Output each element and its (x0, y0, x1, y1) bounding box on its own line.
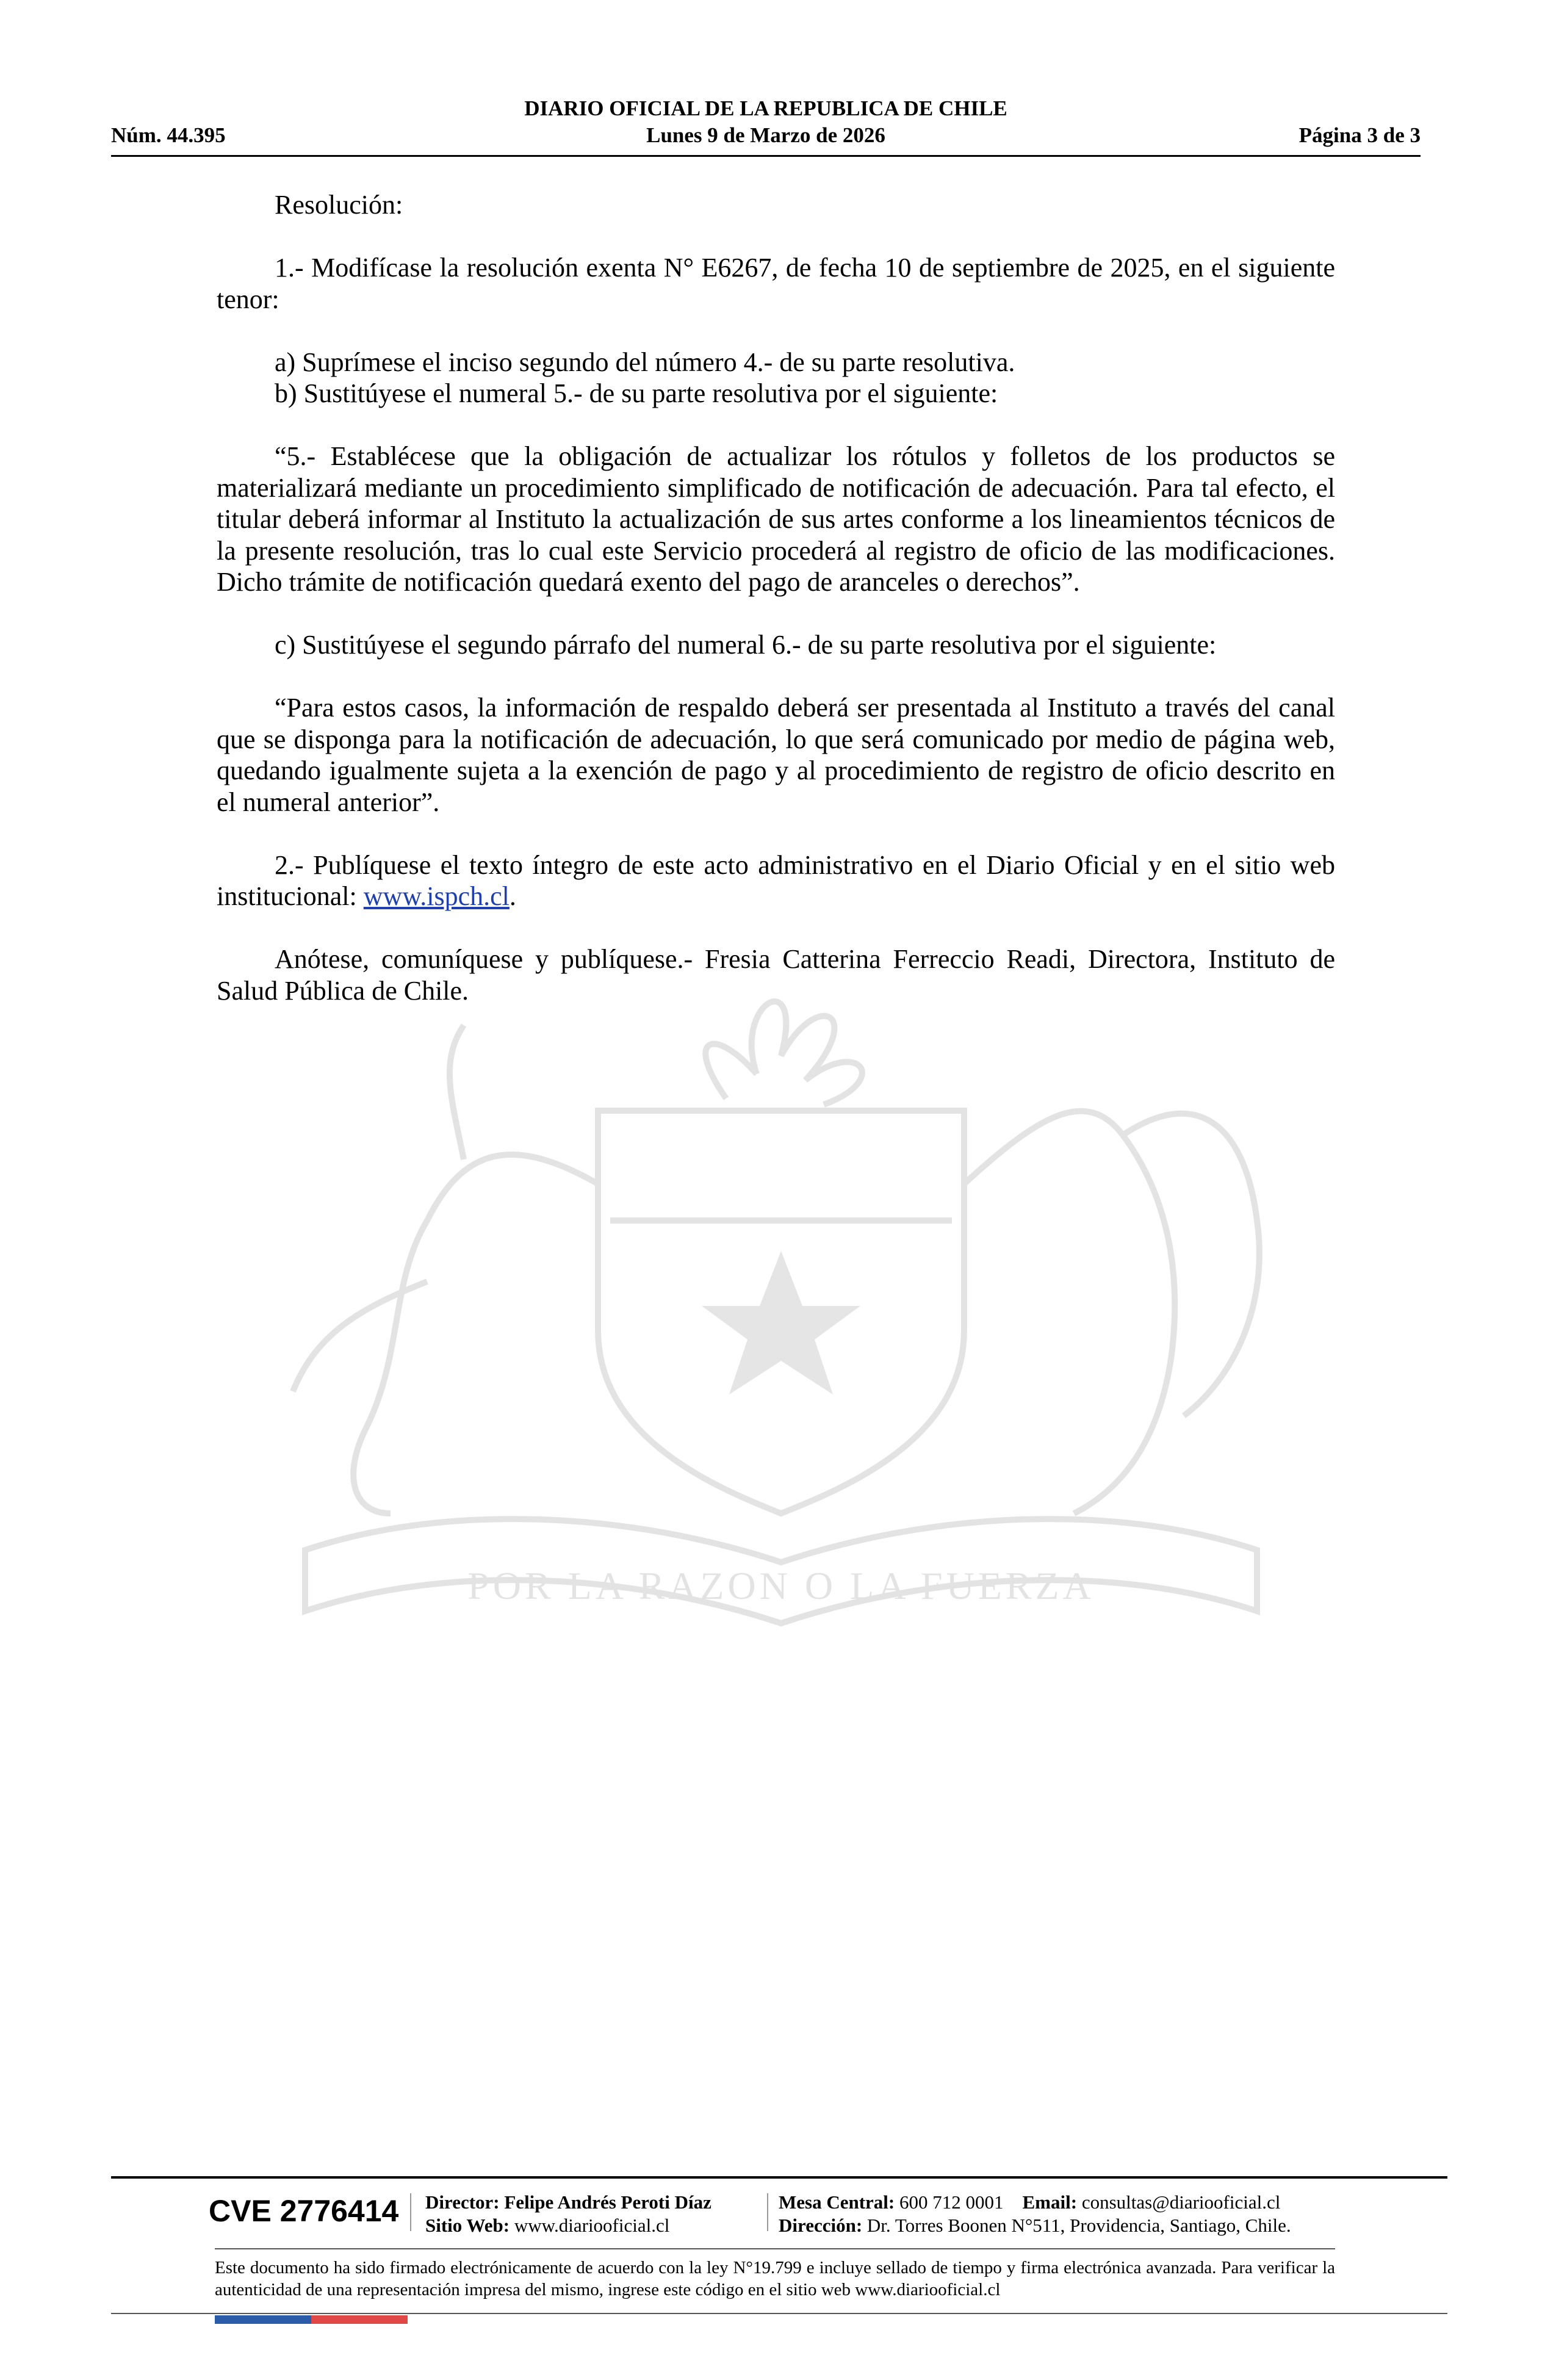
coat-of-arms-watermark (207, 964, 1355, 1666)
document-body (217, 189, 1335, 1038)
item-2-end: . (509, 881, 516, 911)
footer-contact-block (779, 2191, 1291, 2237)
signature-notice: Este documento ha sido firmado electrónicamente de acuerdo con la ley N°19.799 e incluye sellado de tiempo y firma electrónica avanzada. Para verificar la autenticidad de una representación impresa del mismo, ingrese este código en el sitio web www.diariooficial.cl (215, 2258, 1335, 2299)
paragraph-item-2 (217, 849, 1335, 912)
paragraph-item-1: 1.- Modifícase la resolución exenta N° E6267, de fecha 10 de septiembre de 2025, en el siguiente tenor: (217, 253, 1335, 314)
issue-number: Núm. 44.395 (111, 123, 226, 147)
email-label: Email: (1022, 2191, 1078, 2213)
phone-label: Mesa Central: (779, 2191, 895, 2213)
quoted-numeral-5: “5.- Establécese que la obligación de actualizar los rótulos y folletos de los productos se materializará mediante un procedimiento simplificado de notificación de adecuación. Para tal efecto, el titular deberá informar al Instituto la actualización de sus artes conforme a los lineamientos técnicos de la presente resolución, tras lo cual este Servicio procederá al registro de oficio de las modificaciones. Dicho trámite de notificación quedará exento del pago de aranceles o derechos”. (217, 441, 1335, 597)
watermark-motto: POR LA RAZON O LA FUERZA (467, 1564, 1095, 1607)
header-divider (111, 155, 1421, 157)
footer-mid-divider (215, 2248, 1335, 2249)
footer-top-divider (111, 2176, 1447, 2179)
item-2-text: 2.- Publíquese el texto íntegro de este acto administrativo en el Diario Oficial y en el sitio web institucional: (217, 849, 1335, 911)
ispch-website-link[interactable]: www.ispch.cl (363, 881, 510, 911)
issue-date: Lunes 9 de Marzo de 2026 (646, 123, 885, 147)
phone-value: 600 712 0001 (899, 2191, 1004, 2213)
flag-red-band (311, 2315, 408, 2324)
cve-code: CVE 2776414 (209, 2194, 399, 2228)
address-label: Dirección: (779, 2215, 863, 2236)
footer-bottom-divider (111, 2313, 1447, 2314)
director-label: Director: (425, 2191, 500, 2213)
page-footer (111, 2176, 1447, 2329)
site-value: www.diariooficial.cl (514, 2215, 670, 2236)
footer-director-block (425, 2191, 711, 2237)
page-indicator: Página 3 de 3 (1298, 123, 1421, 147)
director-name: Felipe Andrés Peroti Díaz (504, 2191, 711, 2213)
publication-title: DIARIO OFICIAL DE LA REPUBLICA DE CHILE (524, 96, 1007, 120)
paragraph-item-a: a) Suprímese el inciso segundo del número 4.- de su parte resolutiva. (275, 347, 1015, 377)
site-label: Sitio Web: (425, 2215, 510, 2236)
closing-signature: Anótese, comuníquese y publíquese.- Fresia Catterina Ferreccio Readi, Directora, Instituto de Salud Pública de Chile. (217, 944, 1335, 1006)
quoted-numeral-6: “Para estos casos, la información de respaldo deberá ser presentada al Instituto a través del canal que se disponga para la notificación de adecuación, lo que será comunicado por medio de página web, quedando igualmente sujeta a la exención de pago y al procedimiento de registro de oficio descrito en el numeral anterior”. (217, 693, 1335, 817)
flag-blue-band (215, 2315, 311, 2324)
paragraph-item-b: b) Sustitúyese el numeral 5.- de su parte resolutiva por el siguiente: (275, 378, 998, 408)
footer-separator (410, 2193, 411, 2231)
flag-stripe (215, 2315, 408, 2324)
footer-separator (767, 2193, 768, 2231)
resolution-heading: Resolución: (275, 190, 403, 220)
address-value: Dr. Torres Boonen N°511, Providencia, Santiago, Chile. (866, 2215, 1291, 2236)
email-value: consultas@diariooficial.cl (1081, 2191, 1281, 2213)
paragraph-item-c: c) Sustitúyese el segundo párrafo del numeral 6.- de su parte resolutiva por el siguiente: (275, 630, 1217, 660)
page-header (111, 92, 1421, 159)
